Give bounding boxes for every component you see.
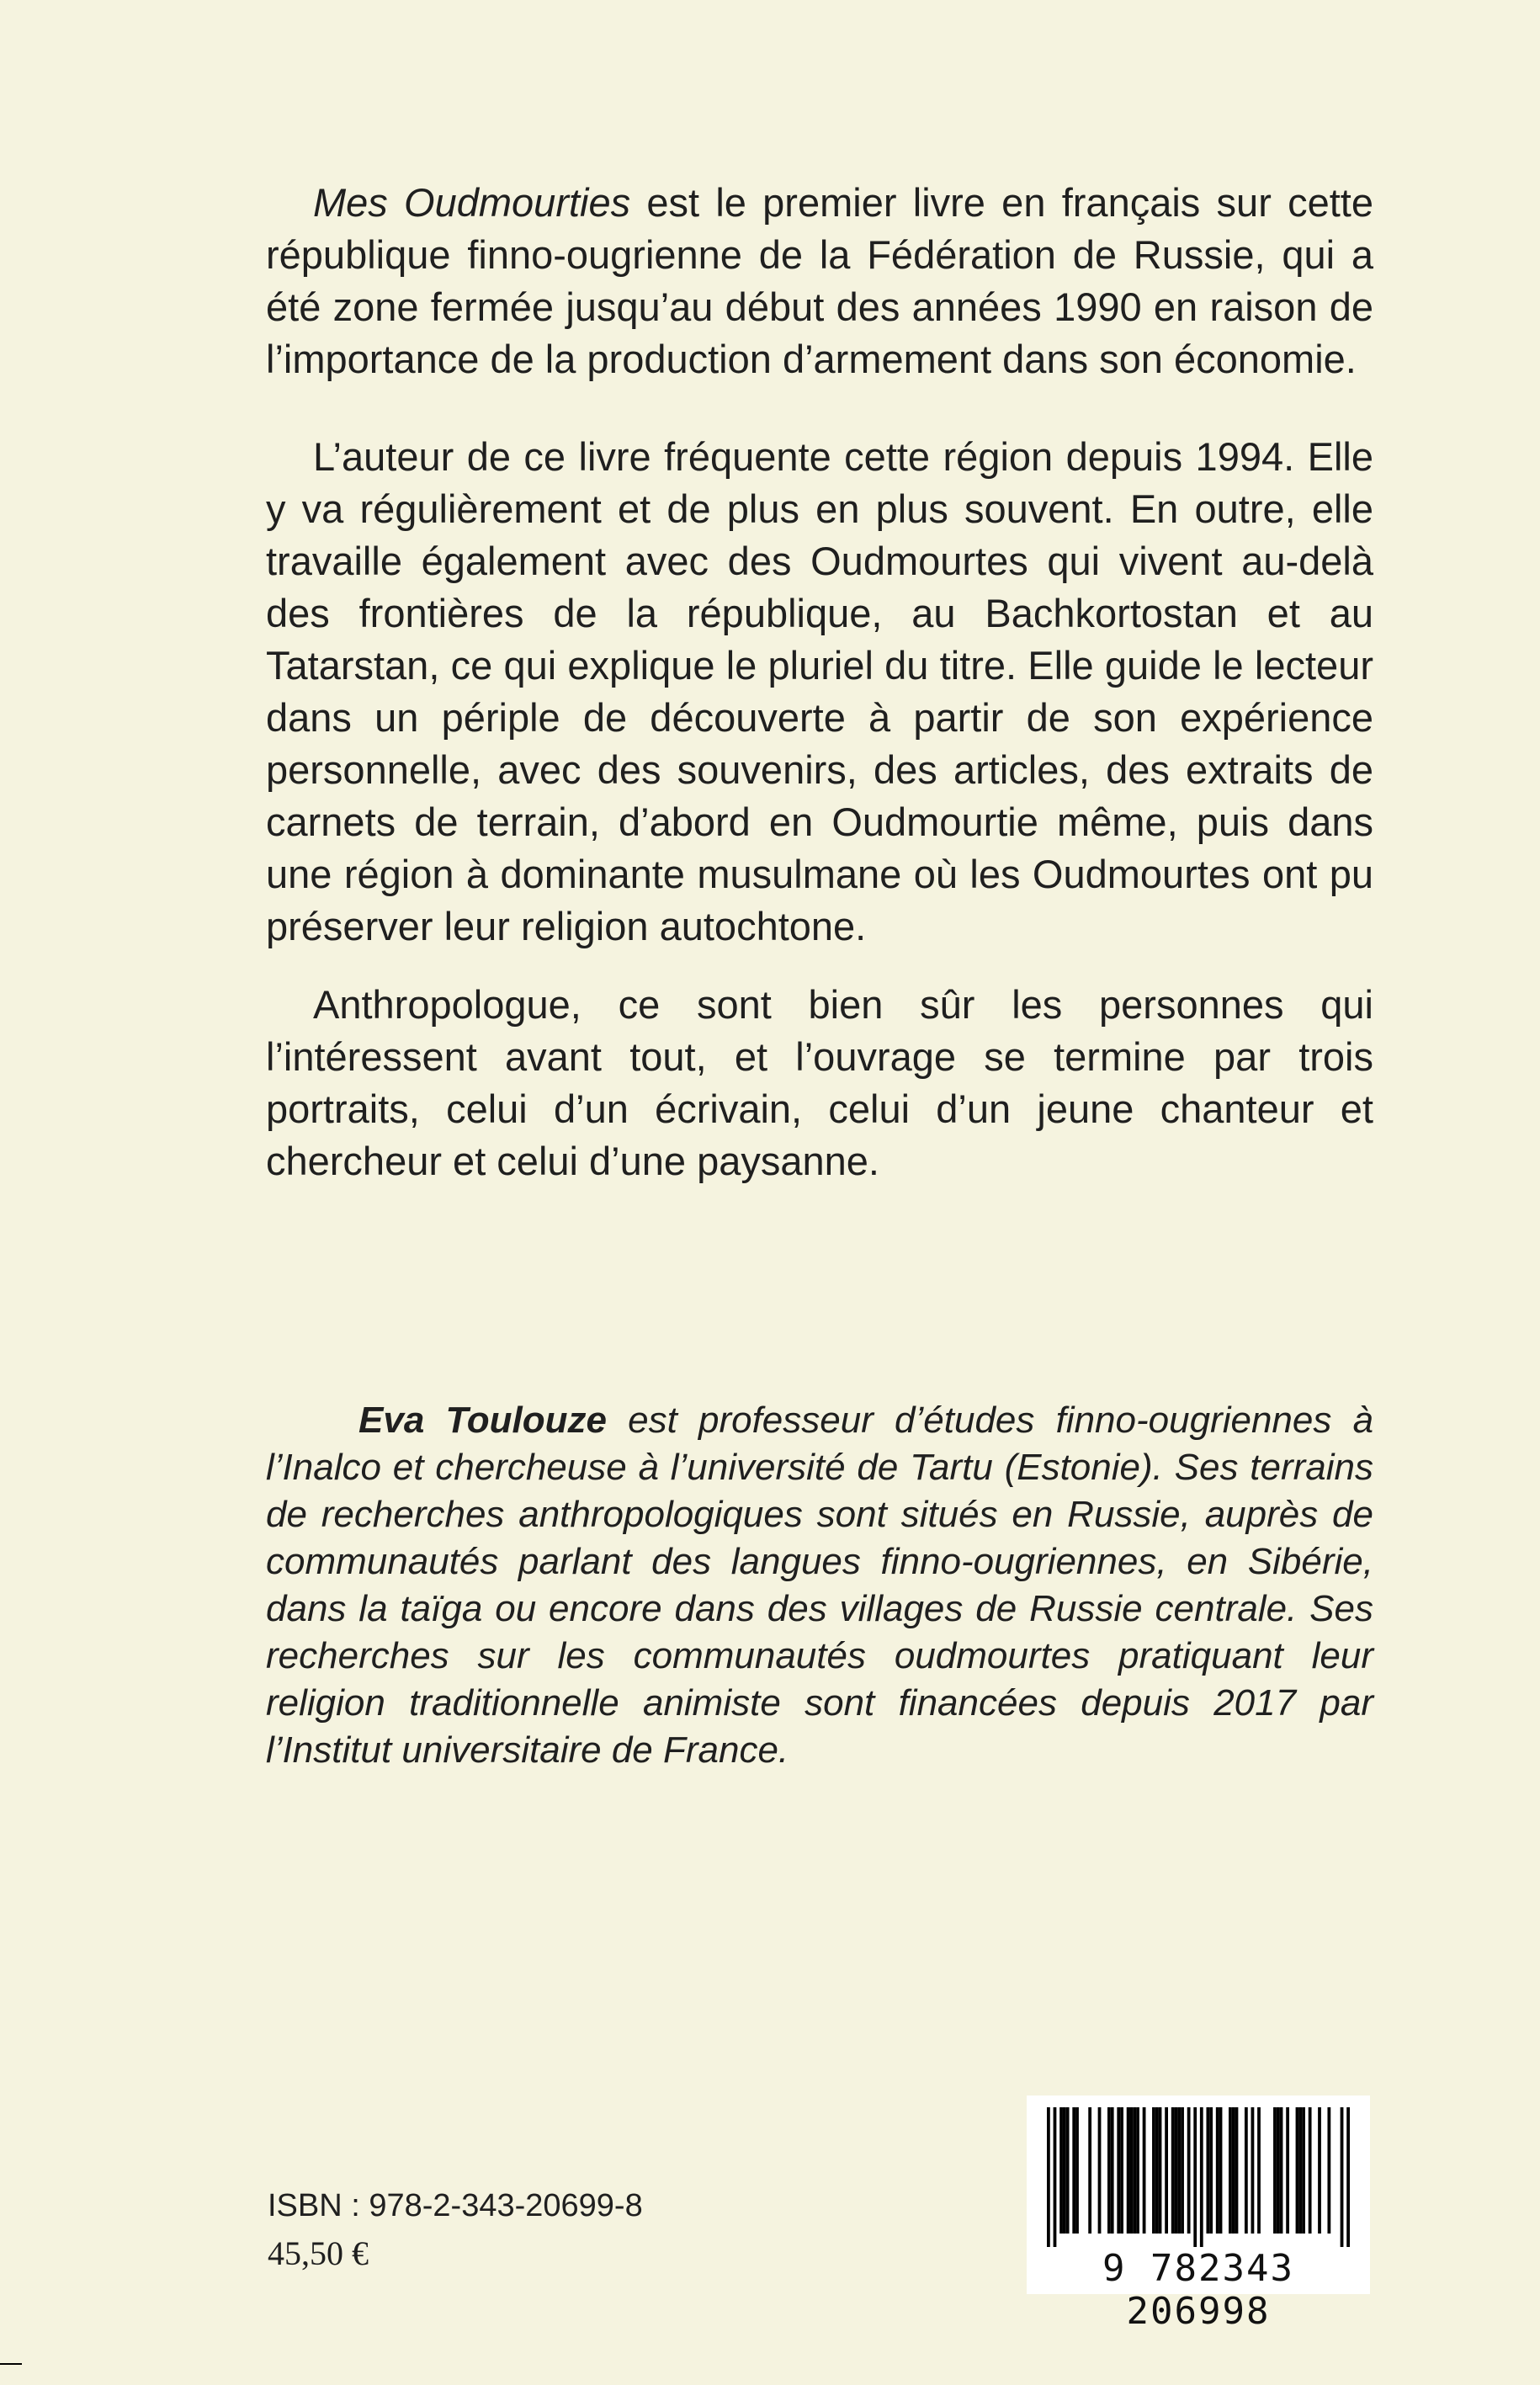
barcode-bar — [1200, 2107, 1203, 2247]
barcode-bar — [1165, 2107, 1168, 2234]
summary-paragraph-3: Anthropologue, ce sont bien sûr les personnes qui l’intéressent avant tout, et l’ouvrage se termine par trois portraits, celui d’un écrivain, celui d’un jeune chanteur et chercheur et celui d’une paysanne. — [266, 982, 1373, 1183]
barcode-bar — [1059, 2107, 1063, 2234]
barcode-bar — [1098, 2107, 1102, 2234]
barcode-bar — [1346, 2107, 1350, 2247]
barcode-bar — [1136, 2107, 1139, 2234]
barcode-bar — [1341, 2107, 1344, 2247]
barcode-bar — [1245, 2107, 1248, 2234]
barcode-bar — [1257, 2107, 1261, 2234]
barcode-bar — [1286, 2107, 1289, 2234]
barcode-bar — [1143, 2107, 1146, 2234]
barcode-bar — [1235, 2107, 1239, 2234]
barcode-bar — [1088, 2107, 1091, 2234]
barcode-bar — [1107, 2107, 1111, 2234]
summary-paragraph-1 — [266, 177, 1373, 385]
barcode-bar — [1187, 2107, 1191, 2234]
book-title: Mes Oudmourties — [313, 180, 631, 225]
barcode-bar — [1111, 2107, 1114, 2234]
barcode-bar — [1130, 2107, 1134, 2234]
isbn-label: ISBN : 978-2-343-20699-8 — [268, 2188, 643, 2223]
barcode-bars — [1047, 2107, 1350, 2247]
price-label: 45,50 € — [268, 2234, 369, 2272]
barcode-bar — [1273, 2107, 1277, 2234]
barcode-bar — [1171, 2107, 1175, 2234]
barcode-bar — [1072, 2107, 1075, 2234]
barcode — [1027, 2096, 1370, 2333]
barcode-bar — [1206, 2107, 1209, 2234]
barcode-bar — [1075, 2107, 1079, 2234]
summary-paragraph-1-text: est le premier livre en français sur cette république finno-ougrienne de la Fédération de Russie, qui a été zone fermée jusqu’au début des années 1990 en raison de l’importance de la production d’armement dans son économie. — [266, 180, 1373, 381]
barcode-bar — [1327, 2107, 1330, 2234]
barcode-bar — [1280, 2107, 1283, 2234]
barcode-bar — [1309, 2107, 1312, 2234]
barcode-bar — [1296, 2107, 1299, 2234]
barcode-bar — [1277, 2107, 1280, 2234]
barcode-bar — [1219, 2107, 1223, 2234]
barcode-bar — [1232, 2107, 1235, 2234]
barcode-bar — [1152, 2107, 1155, 2234]
barcode-bar — [1054, 2107, 1057, 2247]
barcode-bar — [1216, 2107, 1219, 2234]
author-bio — [266, 1397, 1373, 1774]
barcode-bar — [1181, 2107, 1184, 2234]
summary-paragraph-2: L’auteur de ce livre fréquente cette région depuis 1994. Elle y va régulièrement et de plus en plus souvent. En outre, elle travaille également avec des Oudmourtes qui vivent au-delà des frontières de la république, au Bachkortostan et au Tatarstan, ce qui explique le pluriel du titre. Elle guide le lecteur dans un périple de découverte à partir de son expérience personnelle, avec des souvenirs, des articles, des extraits de carnets de terrain, d’abord en Oudmourtie même, puis dans une région à dominante musulmane où les Oudmourtes ont pu préserver leur religion autochtone. — [266, 434, 1373, 948]
barcode-bar — [1175, 2107, 1178, 2234]
barcode-bar — [1133, 2107, 1136, 2234]
barcode-bar — [1066, 2107, 1070, 2234]
barcode-bar — [1193, 2107, 1197, 2247]
barcode-bar — [1063, 2107, 1066, 2234]
barcode-bar — [1120, 2107, 1123, 2234]
barcode-bar — [1155, 2107, 1159, 2234]
barcode-bar — [1047, 2107, 1050, 2247]
barcode-bar — [1318, 2107, 1321, 2234]
barcode-bar — [1251, 2107, 1255, 2234]
author-bio-text: est professeur d’études finno-ougriennes à l’Inalco et chercheuse à l’université de Tartu (Estonie). Ses terrains de recherches anthropologiques sont situés en Russie, auprès de communautés parlant des langues finno-ougriennes, en Sibérie, dans la taïga ou encore dans des villages de Russie centrale. Ses recherches sur les communautés oudmourtes pratiquant leur religion traditionnelle animiste sont financées depuis 2017 par l’Institut universitaire de France. — [266, 1400, 1373, 1771]
crop-mark — [0, 2363, 22, 2365]
barcode-bar — [1209, 2107, 1213, 2234]
barcode-bar — [1117, 2107, 1120, 2234]
barcode-bar — [1177, 2107, 1181, 2234]
barcode-bar — [1298, 2107, 1302, 2234]
barcode-bar — [1159, 2107, 1162, 2234]
barcode-bar — [1127, 2107, 1130, 2234]
author-name: Eva Toulouze — [358, 1400, 607, 1441]
barcode-bar — [1229, 2107, 1232, 2234]
barcode-digits: 9 782343 206998 — [1102, 2247, 1294, 2333]
barcode-bar — [1302, 2107, 1305, 2234]
